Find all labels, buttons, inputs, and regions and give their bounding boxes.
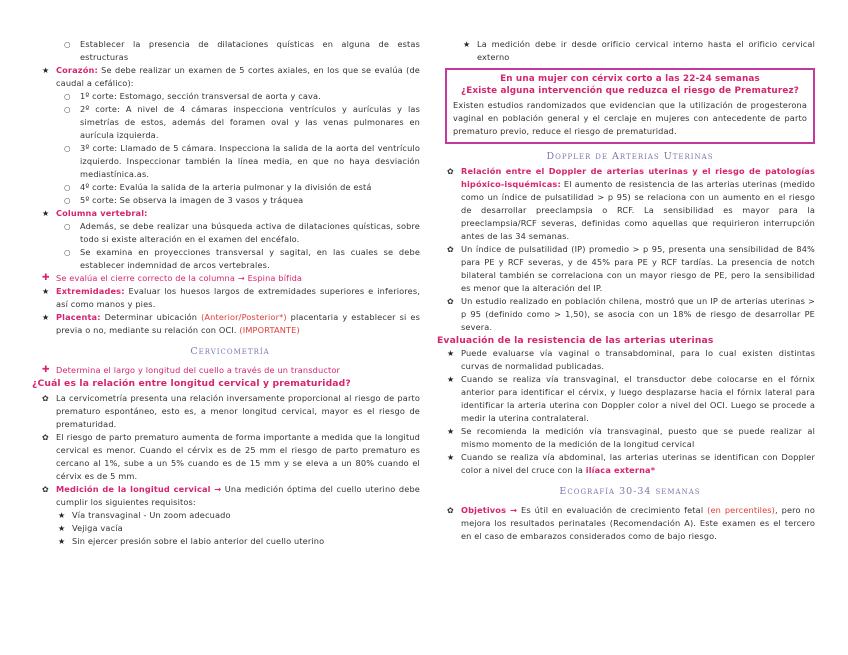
star-bullet-icon: ★ bbox=[42, 209, 50, 218]
right-column bbox=[437, 38, 815, 543]
star-bullet-icon: ★ bbox=[58, 524, 66, 533]
circle-bullet-icon: ○ bbox=[64, 248, 71, 257]
flower-bullet-icon: ✿ bbox=[447, 297, 454, 306]
list-item: ✿ Un estudio realizado en población chilena, mostró que un IP de arterias uterinas > p 95 (definido como > 1,50), se asocia con un 18% de riesgo de desarrollar PE severa. bbox=[447, 296, 815, 332]
highlight-box bbox=[445, 68, 815, 144]
list-item: ✿ Relación entre el Doppler de arterias uterinas y el riesgo de patologías hipóxico-isquémicas: El aumento de resistencia de las arterias uterinas (medido como un índice de pulsatilidad > p 95) se relaciona con un aumento en el riesgo de desarrollar preeclampsia o RCF. La sensibilidad es mayor para la preeclampsia/RCF severas, definidas como aquellas que requirieron interrupción antes de las 34 semanas. bbox=[447, 166, 815, 241]
list-item: ○ Establecer la presencia de dilataciones quísticas en alguna de estas estructuras bbox=[64, 39, 420, 62]
cross-bullet-icon: ✚ bbox=[42, 273, 50, 283]
circle-bullet-icon: ○ bbox=[64, 196, 71, 205]
label-placenta: Placenta: bbox=[56, 312, 101, 322]
list-item: ✿ Medición de la longitud cervical → Una medición óptima del cuello uterino debe cumplir los siguientes requisitos: bbox=[42, 484, 420, 507]
star-bullet-icon: ★ bbox=[42, 66, 50, 75]
box-question: ¿Existe alguna intervención que reduzca el riesgo de Prematurez? bbox=[461, 86, 799, 96]
box-title: En una mujer con cérvix corto a las 22-24 semanas bbox=[500, 74, 760, 84]
flower-bullet-icon: ✿ bbox=[447, 506, 454, 515]
star-bullet-icon: ★ bbox=[447, 375, 455, 384]
list-item: ★ Cuando se realiza vía transvaginal, el transductor debe colocarse en el fórnix anterior para identificar el cérvix, y luego desplazarse hacia el fórnix lateral para identificar la arteria uterina con Doppler color a nivel del OCI. Luego se procede a medir la uterina contralateral. bbox=[447, 374, 815, 423]
list-item: ★ Vejiga vacía bbox=[58, 523, 123, 533]
label-objetivos: Objetivos → bbox=[461, 505, 518, 515]
list-item: ★ Puede evaluarse vía vaginal o transabdominal, para lo cual existen distintas curvas de normalidad publicadas. bbox=[447, 348, 815, 371]
list-item: ✿ La cervicometría presenta una relación inversamente proporcional al riesgo de parto prematuro espontáneo, esto es, a menor longitud cervical, mayor es el riesgo de prematuridad. bbox=[42, 393, 420, 429]
list-item: ★ Extremidades: Evaluar los huesos largos de extremidades superiores e inferiores, así como manos y pies. bbox=[42, 286, 420, 309]
star-bullet-icon: ★ bbox=[42, 287, 50, 296]
list-item: ★ Cuando se realiza vía abdominal, las arterias uterinas se identifican con Doppler color a nivel del cruce con la ilíaca externa* bbox=[447, 452, 815, 475]
section-title-ecografia: Ecografía 30-34 semanas bbox=[559, 486, 701, 497]
star-bullet-icon: ★ bbox=[463, 40, 471, 49]
label-corazon: Corazón: bbox=[56, 65, 98, 75]
circle-bullet-icon: ○ bbox=[64, 40, 71, 49]
list-item: ★ La medición debe ir desde orificio cervical interno hasta el orificio cervical externo bbox=[463, 39, 815, 62]
circle-bullet-icon: ○ bbox=[64, 222, 71, 231]
section-title-doppler: Doppler de Arterias Uterinas bbox=[546, 151, 714, 162]
list-item: ★ Corazón: Se debe realizar un examen de 5 cortes axiales, en los que se evalúa (de caudal a cefálico): bbox=[42, 65, 420, 88]
star-bullet-icon: ★ bbox=[447, 349, 455, 358]
list-item: ✿ El riesgo de parto prematuro aumenta de forma importante a medida que la longitud cervical es menor. Cuando el cérvix es de 25 mm el riesgo de parto prematuro es cercano al 1%, sube a un 5% cuando es de 15 mm y se eleva a un 80% cuando el cérvix es de 5 mm. bbox=[42, 432, 420, 481]
section-title-cervicometria: Cervicometría bbox=[190, 346, 270, 357]
list-item: ★ Sin ejercer presión sobre el labio anterior del cuello uterino bbox=[58, 536, 325, 546]
list-item bbox=[40, 207, 420, 220]
list-item: ✿ Objetivos → Es útil en evaluación de crecimiento fetal (en percentiles), pero no mejora los resultados perinatales (Recomendación A). Este examen es el tercero en el caso de embarazos considerados como de bajo riesgo. bbox=[447, 505, 815, 541]
circle-bullet-icon: ○ bbox=[64, 92, 71, 101]
label-relacion-doppler: Relación entre el Doppler de arterias uterinas y el riesgo de patologías hipóxico-isquémicas: bbox=[461, 166, 815, 189]
circle-bullet-icon: ○ bbox=[64, 105, 71, 114]
list-item: ○ 1º corte: Estomago, sección transversal de aorta y cava. bbox=[64, 91, 321, 101]
label-columna: Columna vertebral: bbox=[56, 208, 148, 218]
star-bullet-icon: ★ bbox=[42, 313, 50, 322]
star-bullet-icon: ★ bbox=[58, 537, 66, 546]
list-item: ✚ Se evalúa el cierre correcto de la columna → Espina bífida bbox=[42, 273, 303, 283]
list-item: ★ Vía transvaginal - Un zoom adecuado bbox=[58, 510, 231, 520]
star-bullet-icon: ★ bbox=[447, 427, 455, 436]
list-item: ✚ Determina el largo y longitud del cuello a través de un transductor bbox=[42, 365, 341, 375]
label-extremidades: Extremidades: bbox=[56, 286, 125, 296]
list-item: ○ 4º corte: Evalúa la salida de la arteria pulmonar y la división de está bbox=[64, 182, 372, 192]
list-item: ○ 5º corte: Se observa la imagen de 3 vasos y tráquea bbox=[64, 195, 304, 205]
list-item: ✿ Un índice de pulsatilidad (IP) promedio > p 95, presenta una sensibilidad de 84% para PE y RCF severas, y de 45% para PE y RCF tardías. La presencia de notch bilateral también se correlaciona con un mayor riesgo de PE, pero la sensibilidad es menor que la alteración del IP. bbox=[447, 244, 815, 293]
left-column bbox=[32, 38, 420, 548]
question-heading: ¿Cuál es la relación entre longitud cervical y prematuridad? bbox=[32, 378, 351, 389]
star-bullet-icon: ★ bbox=[447, 453, 455, 462]
flower-bullet-icon: ✿ bbox=[447, 245, 454, 254]
list-item: ○ Además, se debe realizar una búsqueda activa de dilataciones quísticas, sobre todo si existe alteración en el examen del encéfalo. bbox=[64, 221, 420, 244]
flower-bullet-icon: ✿ bbox=[42, 485, 49, 494]
list-item: ○ 3º corte: Llamado de 5 cámara. Inspecciona la salida de la aorta del ventrículo izquierdo. Inspeccionar también la línea media, en que no haya desviación mediastínica.as. bbox=[64, 143, 420, 179]
flower-bullet-icon: ✿ bbox=[42, 433, 49, 442]
circle-bullet-icon: ○ bbox=[64, 183, 71, 192]
box-body: Existen estudios randomizados que evidencian que la utilización de progesterona vaginal en población general y el cerclaje en mujeres con antecedente de parto prematuro previo, reduce el riesgo de prematuridad. bbox=[453, 100, 807, 136]
label-medicion: Medición de la longitud cervical → bbox=[56, 484, 222, 494]
evaluation-heading: Evaluación de la resistencia de las arterias uterinas bbox=[437, 335, 714, 346]
star-bullet-icon: ★ bbox=[58, 511, 66, 520]
flower-bullet-icon: ✿ bbox=[447, 167, 454, 176]
circle-bullet-icon: ○ bbox=[64, 144, 71, 153]
list-item: ★ Se recomienda la medición vía transvaginal, puesto que se puede realizar al mismo momento de la medición de la longitud cervical bbox=[447, 426, 815, 449]
list-item: ○ 2º corte: A nivel de 4 cámaras inspecciona ventrículos y aurículas y las simetrías de estos, además del foramen oval y las venas pulmonares en aurícula izquierda. bbox=[64, 104, 420, 140]
cross-bullet-icon: ✚ bbox=[42, 365, 50, 375]
list-item: ○ Se examina en proyecciones transversal y sagital, en las cuales se debe establecer indemnidad de arcos vertebrales. bbox=[64, 247, 420, 270]
flower-bullet-icon: ✿ bbox=[42, 394, 49, 403]
list-item: ★ Placenta: Determinar ubicación (Anterior/Posterior*) placentaria y establecer si es previa o no, mediante su relación con OCI. (IMPORTANTE) bbox=[42, 312, 420, 335]
